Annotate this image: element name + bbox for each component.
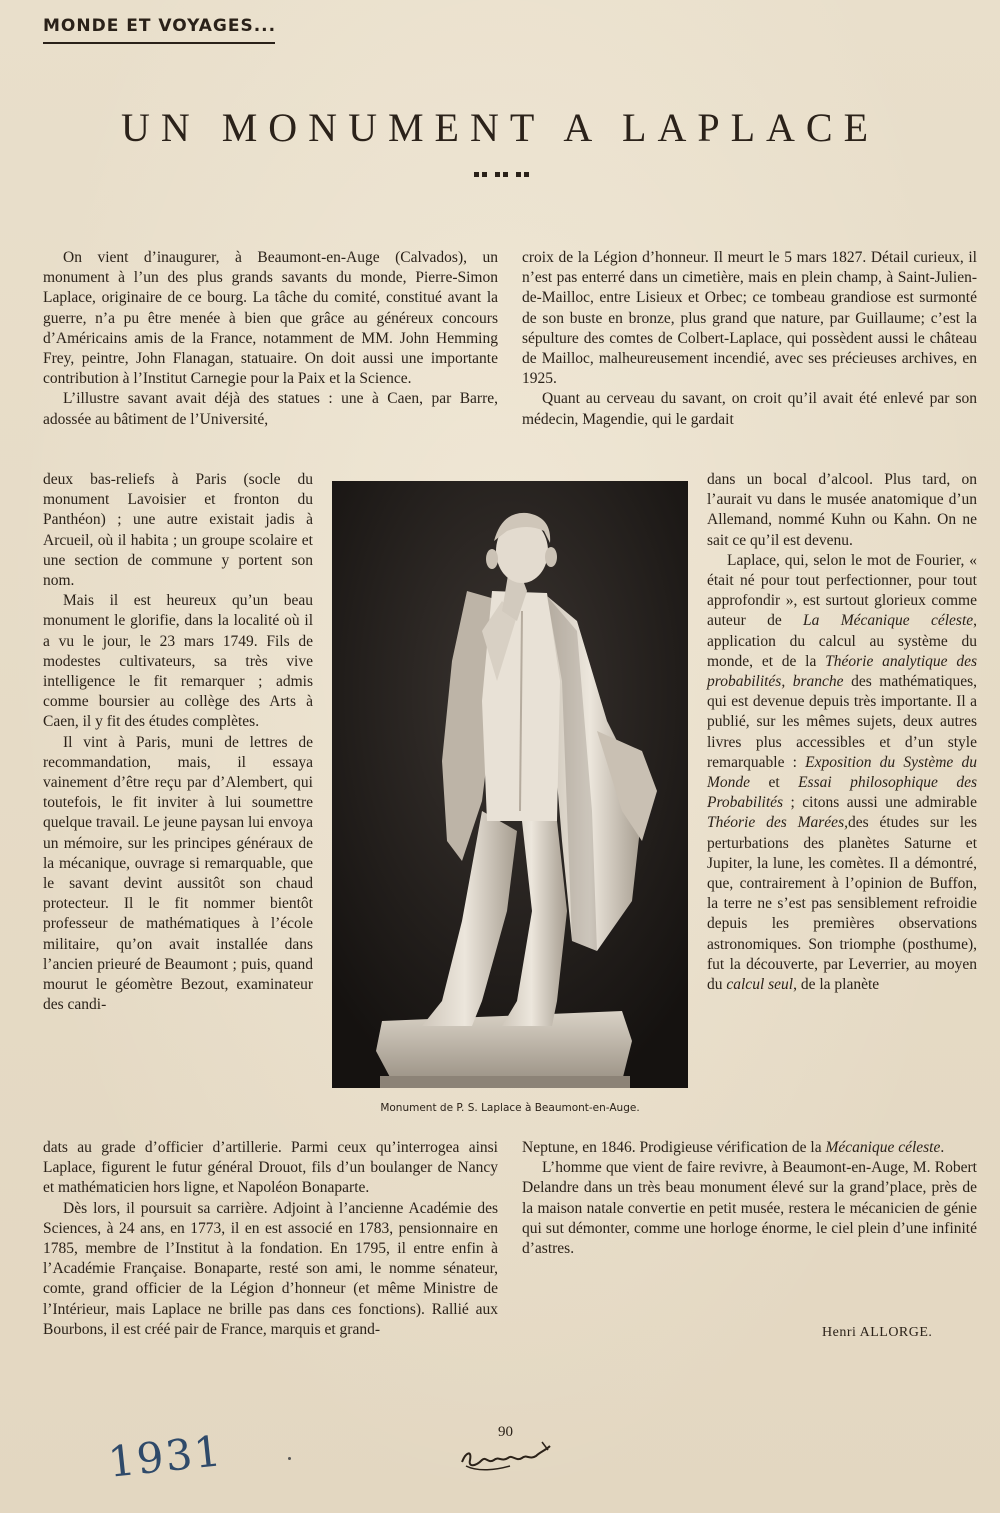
title-mecanique-celeste: La Mécanique céleste xyxy=(803,612,974,630)
author-signature: Henri ALLORGE. xyxy=(822,1325,933,1340)
paragraph-neptune: Neptune, en 1846. Prodigieuse vérification de la Mécanique céleste. xyxy=(522,1139,945,1156)
paragraph-intro: On vient d’inaugurer, à Beaumont-en-Auge (Calvados), un monument à l’un des plus grands savants du monde, Pierre-Simon Laplace, originaire de ce bourg. La tâche du comité, constitué avant la guerre, n’a pu être menée à bien que grâce au généreux concours d’Américains amis de la France, notamment de MM. John Hemming Frey, peintre, John Flanagan, statuaire. On doit aussi une importante contribution à l’Institut Carnegie pour la Paix et la Science. xyxy=(43,249,498,388)
title-theorie-probabilites: Théorie analytique des probabilités, branche xyxy=(707,652,977,691)
page-number: 90 xyxy=(498,1424,513,1440)
title-exposition: Exposition du Système du Monde xyxy=(707,753,977,792)
margin-dot xyxy=(288,1457,291,1460)
left-column-top xyxy=(43,248,498,430)
title-marees: Théorie des Marées, xyxy=(707,814,848,832)
right-column-bottom xyxy=(522,1138,977,1259)
paragraph-career: Dès lors, il poursuit sa carrière. Adjoint à l’ancienne Académie des Sciences, à 24 ans, en 1773, il en est associé en 1783, pensionnaire en 1785, membre de l’Institut à la fondation. En 1795, il entre enfin à l’Académie Française. Bonaparte, resté son ami, le nomme sénateur, comte, grand officier de la Légion d’honneur (et même Ministre de l’Intérieur, mais Laplace ne brille pas dans ces fonctions). Rallié aux Bourbons, il est créé pair de France, marquis et grand- xyxy=(43,1199,498,1338)
section-header: MONDE ET VOYAGES... xyxy=(43,16,277,36)
phrase-calcul-seul: calcul seul xyxy=(726,976,794,994)
photo-caption: Monument de P. S. Laplace à Beaumont-en-Auge. xyxy=(380,1102,640,1114)
paragraph-statues-cont: deux bas-reliefs à Paris (socle du monument Lavoisier et fronton du Panthéon) ; une autre existait jadis à Arcueil, où il habita ; un groupe scolaire et une section de commune y portent son nom. xyxy=(43,471,313,590)
left-column-bottom xyxy=(43,1138,498,1340)
left-column-narrow xyxy=(43,470,313,1015)
paragraph-statues: L’illustre savant avait déjà des statues : une à Caen, par Barre, adossée au bâtiment de l’Université, xyxy=(43,390,498,428)
right-column-narrow xyxy=(707,470,977,995)
title-essai: Essai philosophique des Probabilités xyxy=(707,774,977,812)
handwritten-year: 1931 xyxy=(105,1426,226,1487)
paragraph-death: croix de la Légion d’honneur. Il meurt le 5 mars 1827. Détail curieux, il n’est pas enterré dans un cimetière, mais en plein champ, à Saint-Julien-de-Mailloc, entre Lisieux et Orbec; ce tombeau grandiose est surmonté de son buste en bronze, plus grand que nature, par Guillaume; c’est la sépulture des comtes de Colbert-Laplace, qui possèdent aussi le château de Mailloc, malheureusement incendié, avec ses précieuses archives, en 1925. xyxy=(522,249,977,388)
title-ornament xyxy=(474,172,529,177)
header-underline xyxy=(43,42,275,44)
paragraph-paris-cont: dats au grade d’officier d’artillerie. Parmi ceux qu’interrogea ainsi Laplace, figurent le futur général Drouot, fils d’un boulanger de Nancy et mathématicien hors ligne, et Napoléon Bonaparte. xyxy=(43,1139,498,1197)
statue-photo xyxy=(332,481,688,1088)
laplace-statue-image xyxy=(332,481,688,1088)
larousse-logo-icon xyxy=(456,1436,554,1478)
article-title: UN MONUMENT A LAPLACE xyxy=(120,105,880,150)
paragraph-birth: Mais il est heureux qu’un beau monument le glorifie, dans la localité où il a vu le jour, le 23 mars 1749. Fils de modestes cultivateurs, sa très vive intelligence le fit remarquer ; admis comme boursier au collège des Arts à Caen, il y fit des études complètes. xyxy=(43,592,313,731)
paragraph-brain-cont: dans un bocal d’alcool. Plus tard, on l’aurait vu dans le musée anatomique d’un Allemand, nommé Kuhn ou Kahn. On ne sait ce qu’il est devenu. xyxy=(707,471,977,549)
paragraph-brain: Quant au cerveau du savant, on croit qu’il avait été enlevé par son médecin, Magendie, qui le gardait xyxy=(522,390,977,428)
right-column-top xyxy=(522,248,977,430)
paragraph-paris: Il vint à Paris, muni de lettres de recommandation, mais, il essaya vainement d’être reçu par d’Alembert, qui toutefois, le fit inviter à lui soumettre quelque travail. Le jeune paysan lui envoya un mémoire, sur les principes généraux de la mécanique, ouvrage si remarquable, que le savant devint aussitôt son chaud protecteur. Il le fit nommer bientôt professeur de mathématiques à l’école militaire, qu’on avait installée dans l’ancien prieuré de Beaumont ; puis, quand mourut le géomètre Bezout, examinateur des candi- xyxy=(43,733,313,1014)
paragraph-works: Laplace, qui, selon le mot de Fourier, « était né pour tout perfectionner, pour tout approfondir », est surtout glorieux comme auteur de La Mécanique céleste, application du calcul au système du monde, et de la Théorie analytique des probabilités, branche des mathématiques, qui est devenue depuis très importante. Il a publié, sur les mêmes sujets, deux autres livres plus accessibles et d’un style remarquable : Exposition du Système du Monde et Essai philosophique des Probabilités ; citons aussi une admirable Théorie des Marées,des études sur les perturbations des planètes Saturne et Jupiter, la lune, les comètes. Il a démontré, que, contrairement à l’opinion de Buffon, la terre ne s’est pas sensiblement refroidie depuis les premières observations astronomiques. Son triomphe (posthume), fut la découverte, par Leverrier, au moyen du calcul seul, de la planète xyxy=(707,551,978,994)
paragraph-conclusion: L’homme que vient de faire revivre, à Beaumont-en-Auge, M. Robert Delandre dans un très beau monument élevé sur la grand’place, près de la maison natale convertie en petit musée, restera le mécanicien de génie qui sut démonter, comme une horloge énorme, le ciel plein d’une infinité d’astres. xyxy=(522,1159,977,1258)
